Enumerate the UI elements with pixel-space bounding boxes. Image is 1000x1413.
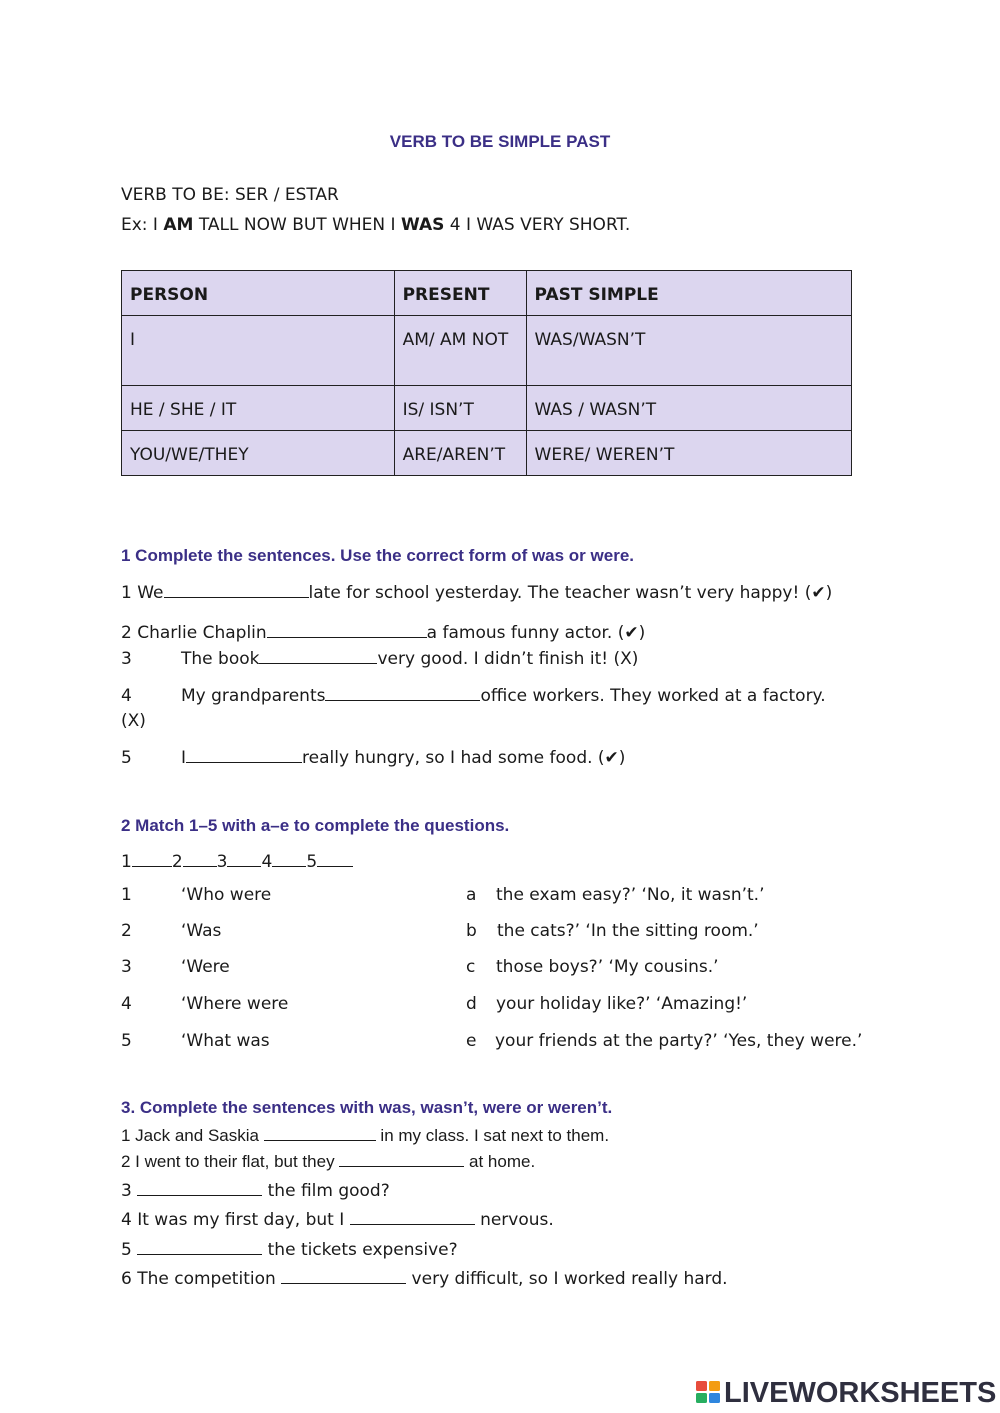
answer-blank[interactable] xyxy=(259,662,377,664)
item-text-post: office workers. They worked at a factory. xyxy=(480,686,826,706)
item-text-pre: My grandparents xyxy=(181,686,326,706)
item-text-post: the tickets expensive? xyxy=(262,1240,458,1260)
exercise-1-item xyxy=(121,686,826,706)
item-text-pre: Charlie Chaplin xyxy=(137,623,267,643)
answer-blank[interactable] xyxy=(281,1282,406,1284)
example-pre: Ex: I xyxy=(121,215,164,235)
item-letter: d xyxy=(466,994,477,1014)
answer-blank[interactable] xyxy=(132,865,172,867)
item-text: ‘Were xyxy=(181,957,230,977)
intro-example xyxy=(121,215,630,235)
answer-blank[interactable] xyxy=(350,1223,475,1225)
example-post: 4 I WAS VERY SHORT. xyxy=(444,215,631,235)
item-number: 4 xyxy=(121,994,132,1014)
table-cell: ARE/AREN’T xyxy=(394,431,526,476)
answer-number: 3 xyxy=(216,852,228,872)
intro-line-1: VERB TO BE: SER / ESTAR xyxy=(121,185,339,205)
item-text-post: late for school yesterday. The teacher wasn’t very happy! (✔) xyxy=(308,583,833,603)
item-text-post: very good. I didn’t finish it! (X) xyxy=(377,649,639,669)
table-row xyxy=(122,316,852,386)
answer-blank[interactable] xyxy=(137,1194,262,1196)
answer-blank[interactable] xyxy=(137,1253,262,1255)
item-number: 3 xyxy=(121,957,132,977)
item-text-pre: 5 xyxy=(121,1240,138,1260)
table-row xyxy=(122,386,852,431)
table-cell: WERE/ WEREN’T xyxy=(526,431,851,476)
exercise-1-item xyxy=(121,748,625,768)
item-text-pre: 4 It was my first day, but I xyxy=(121,1210,350,1230)
item-letter: a xyxy=(466,885,477,905)
answer-blank[interactable] xyxy=(264,1139,376,1141)
item-text: your holiday like?’ ‘Amazing!’ xyxy=(496,994,748,1014)
item-letter: e xyxy=(466,1031,477,1051)
answer-blank[interactable] xyxy=(164,596,309,598)
table-cell: WAS / WASN’T xyxy=(526,386,851,431)
answer-blank[interactable] xyxy=(317,865,353,867)
match-left-item xyxy=(121,1031,270,1051)
item-number: 5 xyxy=(121,1031,132,1051)
item-text-pre: 6 The competition xyxy=(121,1269,282,1289)
item-number: 2 xyxy=(121,623,132,643)
item-text-post: really hungry, so I had some food. (✔) xyxy=(302,748,626,768)
exercise-3-item xyxy=(121,1240,458,1260)
item-text-pre: 2 I went to their flat, but they xyxy=(121,1152,340,1171)
item-text-post: at home. xyxy=(464,1152,536,1171)
header-past-simple: PAST SIMPLE xyxy=(526,271,851,316)
item-text-post: in my class. I sat next to them. xyxy=(375,1126,610,1145)
exercise-3-heading: 3. Complete the sentences with was, wasn’t, were or weren’t. xyxy=(121,1098,613,1117)
exercise-2-heading: 2 Match 1–5 with a–e to complete the questions. xyxy=(121,816,510,835)
answer-blank[interactable] xyxy=(325,699,480,701)
item-text: your friends at the party?’ ‘Yes, they were.’ xyxy=(495,1031,863,1051)
item-text-pre: 3 xyxy=(121,1181,138,1201)
table-cell: I xyxy=(122,316,395,386)
example-mid: TALL NOW BUT WHEN I xyxy=(193,215,401,235)
answer-blank[interactable] xyxy=(227,865,261,867)
liveworksheets-logo[interactable]: LIVEWORKSHEETS xyxy=(724,1377,997,1409)
table-row xyxy=(122,431,852,476)
item-number: 3 xyxy=(121,649,132,669)
answer-blank[interactable] xyxy=(272,865,306,867)
exercise-1-item xyxy=(121,623,645,643)
exercise-1-heading: 1 Complete the sentences. Use the correct form of was or were. xyxy=(121,546,634,565)
item-text-post: the film good? xyxy=(262,1181,390,1201)
table-cell: YOU/WE/THEY xyxy=(122,431,395,476)
exercise-3-item xyxy=(121,1181,390,1201)
item-text-post: nervous. xyxy=(474,1210,554,1230)
match-left-item xyxy=(121,921,221,941)
item-text: ‘What was xyxy=(181,1031,270,1051)
item-text: those boys?’ ‘My cousins.’ xyxy=(496,957,719,977)
table-header-row xyxy=(122,271,852,316)
liveworksheets-logo-icon xyxy=(696,1381,722,1405)
match-right-item xyxy=(466,921,759,941)
item-text-post: very difficult, so I worked really hard. xyxy=(406,1269,728,1289)
item-number: 5 xyxy=(121,748,132,768)
exercise-1-item-continuation: (X) xyxy=(121,711,146,731)
answer-number: 4 xyxy=(261,852,273,872)
match-left-item xyxy=(121,957,230,977)
answer-blank[interactable] xyxy=(267,636,427,638)
table-cell: IS/ ISN’T xyxy=(394,386,526,431)
exercise-3-item xyxy=(121,1152,535,1172)
item-number: 2 xyxy=(121,921,132,941)
answer-blank[interactable] xyxy=(186,761,302,763)
match-answer-row xyxy=(121,852,353,872)
item-number: 1 xyxy=(121,583,132,603)
item-text: ‘Where were xyxy=(181,994,289,1014)
item-text: ‘Was xyxy=(181,921,222,941)
item-text-pre: The book xyxy=(181,649,260,669)
match-right-item xyxy=(466,885,764,905)
page-title: VERB TO BE SIMPLE PAST xyxy=(389,132,611,151)
item-letter: b xyxy=(466,921,477,941)
item-text: the exam easy?’ ‘No, it wasn’t.’ xyxy=(496,885,765,905)
item-text-pre: We xyxy=(137,583,164,603)
table-cell: HE / SHE / IT xyxy=(122,386,395,431)
match-right-item xyxy=(466,994,747,1014)
example-bold-was: WAS xyxy=(400,215,445,235)
exercise-3-item xyxy=(121,1269,728,1289)
header-person: PERSON xyxy=(122,271,395,316)
answer-number: 5 xyxy=(306,852,318,872)
item-text: the cats?’ ‘In the sitting room.’ xyxy=(497,921,759,941)
exercise-3-item xyxy=(121,1210,554,1230)
match-right-item xyxy=(466,1031,862,1051)
item-text-post: a famous funny actor. (✔) xyxy=(426,623,646,643)
verb-table xyxy=(121,270,852,476)
answer-number: 2 xyxy=(171,852,183,872)
answer-blank[interactable] xyxy=(183,865,217,867)
match-left-item xyxy=(121,994,288,1014)
match-right-item xyxy=(466,957,719,977)
example-bold-am: AM xyxy=(163,215,194,235)
answer-number: 1 xyxy=(121,852,132,872)
item-text-pre: 1 Jack and Saskia xyxy=(121,1126,264,1145)
item-text-pre: I xyxy=(181,748,187,768)
exercise-1-item xyxy=(121,649,638,669)
item-letter: c xyxy=(466,957,476,977)
answer-blank[interactable] xyxy=(339,1165,464,1167)
match-left-item xyxy=(121,885,271,905)
exercise-1-item xyxy=(121,583,832,603)
item-number: 1 xyxy=(121,885,132,905)
item-text: ‘Who were xyxy=(181,885,272,905)
item-number: 4 xyxy=(121,686,132,706)
exercise-3-item xyxy=(121,1126,609,1146)
table-cell: AM/ AM NOT xyxy=(394,316,526,386)
table-cell: WAS/WASN’T xyxy=(526,316,851,386)
header-present: PRESENT xyxy=(394,271,526,316)
